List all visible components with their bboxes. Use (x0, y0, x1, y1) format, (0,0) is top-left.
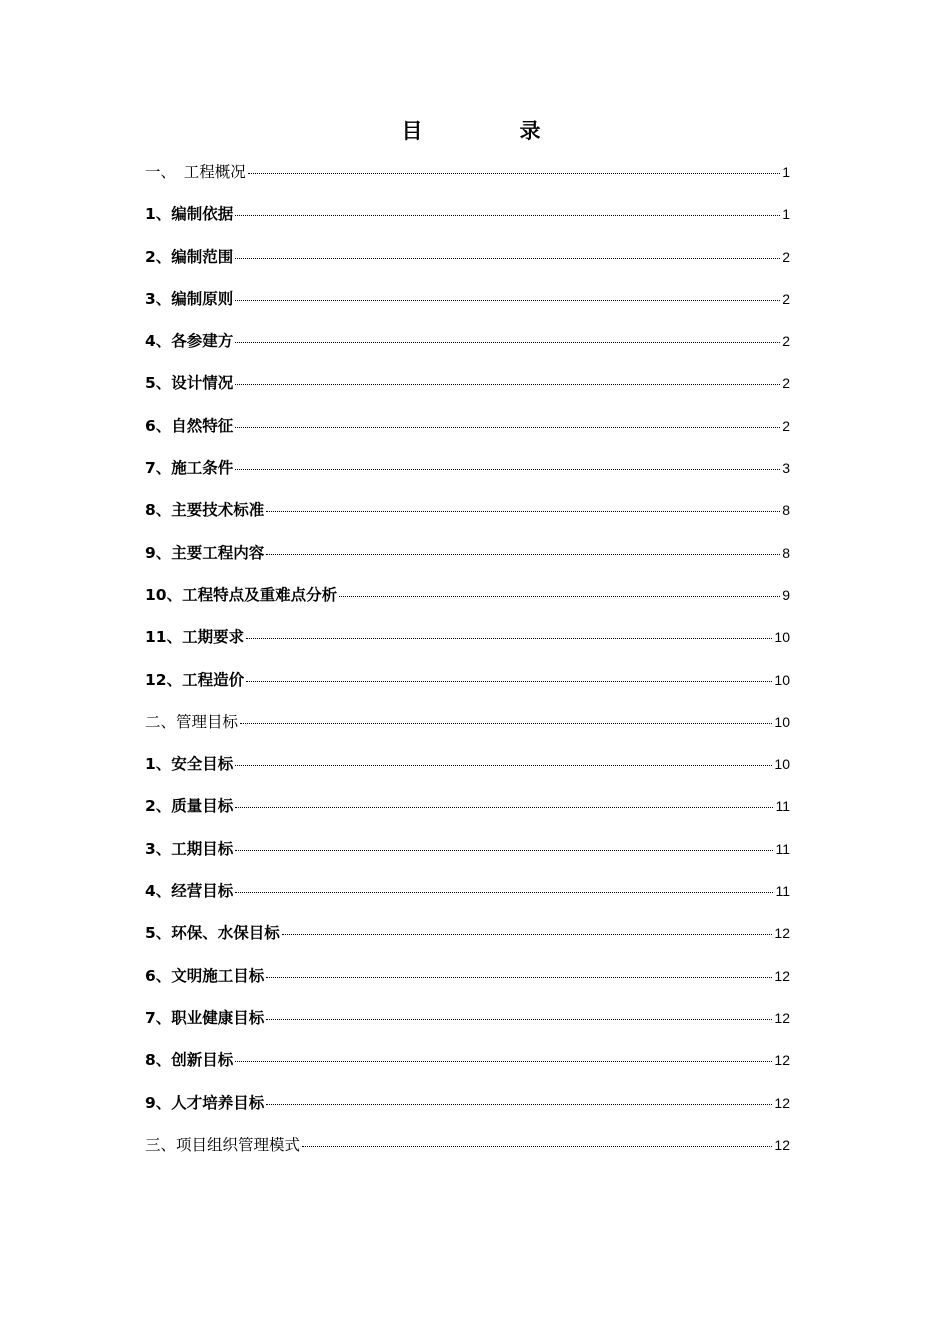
toc-entry[interactable] (145, 327, 790, 369)
toc-title: 目 录 (401, 119, 579, 143)
toc-entry-label: 8、创新目标 (145, 1051, 234, 1070)
dot-leader (282, 934, 773, 935)
toc-entry[interactable] (145, 877, 790, 919)
toc-entry[interactable] (145, 962, 790, 1004)
dot-leader (235, 342, 780, 343)
toc-entry[interactable] (145, 1089, 790, 1131)
dot-leader (235, 892, 773, 893)
dot-leader (339, 596, 780, 597)
toc-entry-label: 2、编制范围 (145, 247, 234, 266)
dot-leader (266, 554, 780, 555)
toc-entry-page-number: 12 (774, 1094, 790, 1111)
toc-entry-label: 9、人才培养目标 (145, 1093, 265, 1112)
toc-entry-page-number: 2 (782, 333, 790, 350)
toc-entry[interactable] (145, 369, 790, 411)
dot-leader (266, 1019, 772, 1020)
dot-leader (266, 511, 780, 512)
dot-leader (248, 173, 780, 174)
toc-entry-label: 10、工程特点及重难点分析 (145, 585, 338, 604)
dot-leader (235, 258, 780, 259)
toc-entry-label: 3、编制原则 (145, 289, 234, 308)
toc-entry[interactable] (145, 581, 790, 623)
dot-leader (235, 807, 773, 808)
toc-entry[interactable] (145, 792, 790, 834)
dot-leader (235, 469, 780, 470)
toc-entry-label: 8、主要技术标准 (145, 501, 265, 520)
toc-entry[interactable] (145, 454, 790, 496)
toc-entry[interactable] (145, 285, 790, 327)
toc-entry-page-number: 10 (774, 713, 790, 730)
toc-entry[interactable] (145, 708, 790, 750)
toc-entry-page-number: 12 (774, 1136, 790, 1153)
toc-entry-label: 4、各参建方 (145, 332, 234, 351)
toc-entry-page-number: 12 (774, 925, 790, 942)
toc-entry-label: 4、经营目标 (145, 882, 234, 901)
toc-entry-page-number: 2 (782, 290, 790, 307)
toc-entry-label: 7、职业健康目标 (145, 1008, 265, 1027)
toc-entry[interactable] (145, 835, 790, 877)
toc-entry[interactable] (145, 1131, 790, 1173)
dot-leader (235, 384, 780, 385)
toc-entry-label: 7、施工条件 (145, 459, 234, 478)
toc-entry-page-number: 10 (774, 671, 790, 688)
dot-leader (235, 427, 780, 428)
toc-entry-page-number: 8 (782, 502, 790, 519)
toc-entry[interactable] (145, 666, 790, 708)
toc-entry-page-number: 12 (774, 1009, 790, 1026)
dot-leader (235, 300, 780, 301)
toc-entry-page-number: 11 (775, 798, 790, 815)
toc-entry-page-number: 2 (782, 248, 790, 265)
toc-entry-label: 二、管理目标 (145, 712, 239, 731)
toc-entry[interactable] (145, 243, 790, 285)
toc-entry[interactable] (145, 1046, 790, 1088)
toc-entry[interactable] (145, 412, 790, 454)
toc-entry-page-number: 10 (774, 629, 790, 646)
dot-leader (302, 1146, 772, 1147)
toc-entry[interactable] (145, 623, 790, 665)
dot-leader (240, 723, 772, 724)
dot-leader (246, 681, 772, 682)
toc-entry-label: 1、安全目标 (145, 755, 234, 774)
dot-leader (266, 977, 772, 978)
toc-list (145, 158, 790, 1173)
toc-entry-page-number: 10 (774, 756, 790, 773)
toc-entry-label: 6、文明施工目标 (145, 966, 265, 985)
dot-leader (235, 850, 773, 851)
toc-entry-page-number: 11 (775, 883, 790, 900)
toc-entry-label: 11、工期要求 (145, 628, 245, 647)
toc-entry-label: 12、工程造价 (145, 670, 245, 689)
toc-entry-label: 一、 工程概况 (145, 163, 246, 181)
toc-entry[interactable] (145, 750, 790, 792)
toc-entry-page-number: 9 (782, 586, 790, 603)
dot-leader (235, 1061, 772, 1062)
toc-entry-page-number: 2 (782, 375, 790, 392)
toc-entry-label: 9、主要工程内容 (145, 543, 265, 562)
toc-entry-label: 三、项目组织管理模式 (145, 1135, 301, 1154)
toc-entry[interactable] (145, 158, 790, 200)
dot-leader (266, 1104, 772, 1105)
toc-entry-page-number: 1 (782, 164, 790, 180)
toc-entry-label: 5、环保、水保目标 (145, 924, 280, 943)
toc-entry-page-number: 8 (782, 544, 790, 561)
toc-entry[interactable] (145, 496, 790, 538)
dot-leader (246, 638, 772, 639)
dot-leader (235, 215, 780, 216)
toc-entry[interactable] (145, 919, 790, 961)
toc-entry-page-number: 11 (775, 840, 790, 857)
toc-entry[interactable] (145, 539, 790, 581)
dot-leader (235, 765, 772, 766)
toc-entry-page-number: 2 (782, 417, 790, 434)
toc-entry-label: 5、设计情况 (145, 374, 234, 393)
toc-entry-label: 3、工期目标 (145, 839, 234, 858)
toc-entry-label: 6、自然特征 (145, 416, 234, 435)
toc-entry[interactable] (145, 200, 790, 242)
toc-entry-page-number: 12 (774, 1052, 790, 1069)
toc-entry[interactable] (145, 1004, 790, 1046)
toc-entry-label: 2、质量目标 (145, 797, 234, 816)
toc-entry-page-number: 3 (782, 460, 790, 477)
toc-entry-page-number: 1 (782, 206, 790, 223)
toc-entry-page-number: 12 (774, 967, 790, 984)
toc-entry-label: 1、编制依据 (145, 205, 234, 224)
